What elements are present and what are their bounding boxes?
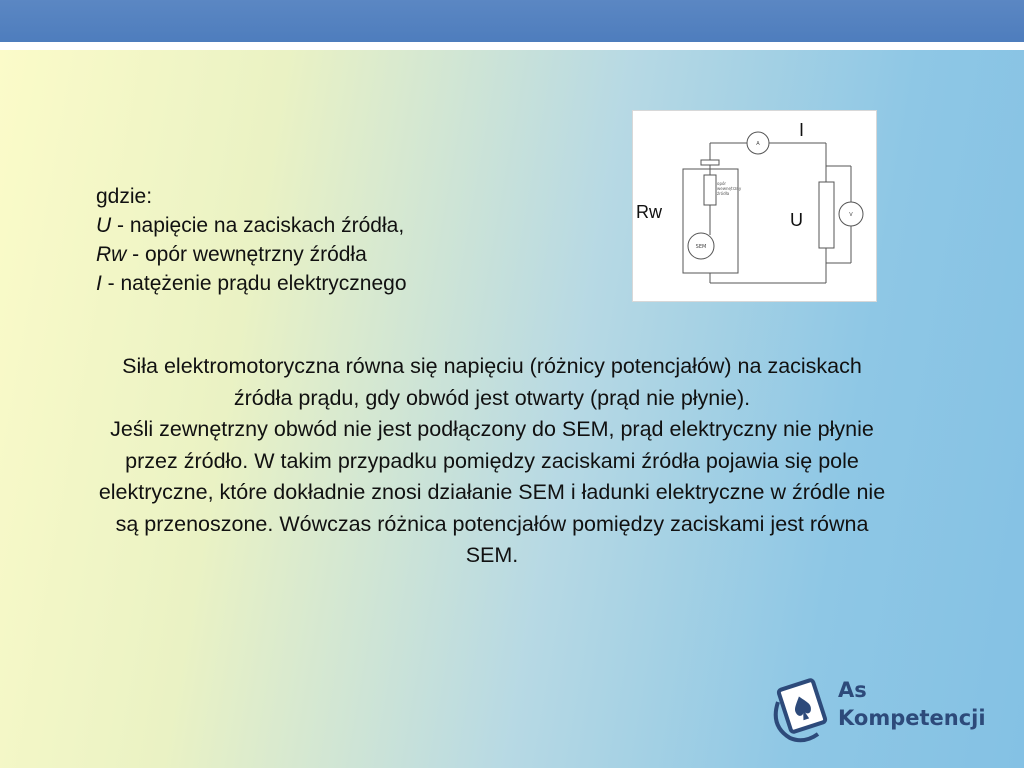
definition-i — [96, 269, 576, 298]
definitions-block — [96, 182, 576, 298]
definition-u-text: - napięcie na zaciskach źródła, — [111, 214, 405, 237]
symbol-u: U — [96, 214, 112, 237]
definition-rw-text: - opór wewnętrzny źródła — [126, 243, 367, 266]
paragraph-1: Siła elektromotoryczna równa się napięciu (różnicy potencjałów) na zaciskach źródła prądu, gdy obwód jest otwarty (prąd nie płynie). — [122, 354, 862, 410]
definition-i-text: - natężenie prądu elektrycznego — [101, 272, 407, 295]
external-resistor — [819, 182, 834, 248]
circuit-svg — [633, 111, 876, 301]
ammeter-label: A — [756, 141, 760, 147]
rw-label: Rw — [636, 202, 662, 222]
sem-label: SEM — [695, 244, 707, 250]
logo-card-icon — [768, 672, 830, 746]
symbol-rw: Rw — [96, 243, 127, 266]
definitions-intro: gdzie: — [96, 185, 153, 208]
internal-resistor-caption: opór wewnętrzny źródła — [717, 181, 742, 196]
top-bar — [0, 0, 1024, 42]
definition-u — [96, 211, 576, 240]
as-kompetencji-logo — [768, 672, 1008, 746]
definition-rw — [96, 240, 576, 269]
paragraph-2: Jeśli zewnętrzny obwód nie jest podłączony do SEM, prąd elektryczny nie płynie przez źródło. W takim przypadku pomiędzy zaciskami źródła pojawia się pole elektryczne, które dokładnie znosi działanie SEM i ładunki elektryczne w źródle nie są przenoszone. Wówczas różnica potencjałów pomiędzy zaciskami jest równa SEM. — [98, 417, 886, 567]
logo-text — [838, 676, 986, 732]
top-divider — [0, 42, 1024, 50]
voltage-label: U — [790, 210, 803, 230]
logo-line-1: As — [838, 678, 867, 702]
internal-resistor — [704, 175, 716, 205]
symbol-i: I — [96, 272, 102, 295]
logo-line-2: Kompetencji — [838, 706, 986, 730]
current-label: I — [799, 120, 805, 140]
circuit-diagram — [632, 110, 877, 302]
source-terminal — [701, 160, 719, 165]
explanation-paragraph — [96, 351, 888, 572]
voltmeter-label: V — [849, 212, 853, 218]
